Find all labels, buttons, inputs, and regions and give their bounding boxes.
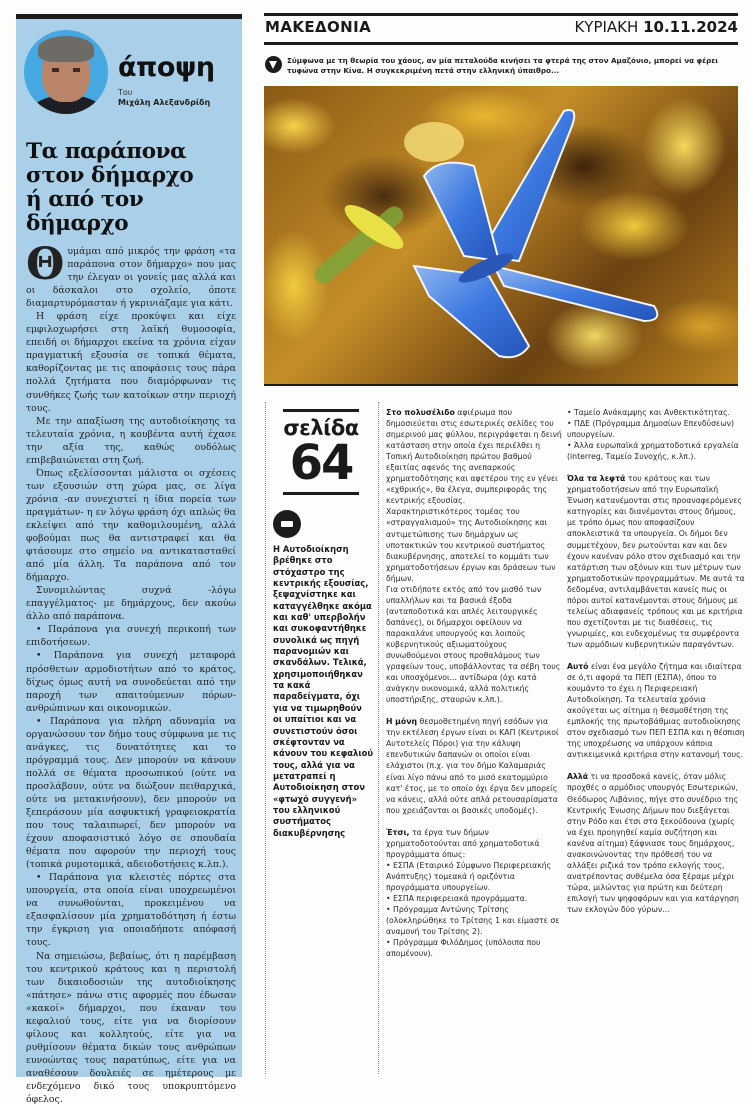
photo-bottom-rule	[264, 384, 738, 386]
butterfly-illustration	[264, 86, 738, 384]
paragraph: Συνομιλώντας συχνά -λόγω επαγγέλματος- με δημάρχους, δεν ακούω άλλο από παράπονα.	[26, 585, 236, 623]
bullet-paragraph: • Παράπονα για συνεχή μεταφορά πρόσθετων αρμοδιοτήτων από το κράτος, δίχως όμως αυτή να συνοδεύεται από την παροχή των απαιτούμενων πόρων-ανθρώπινων και οικονομικών.	[26, 650, 236, 714]
butterfly-upper-wing-left	[424, 163, 499, 261]
paragraph: Για οτιδήποτε εκτός από τον μισθό των υπαλλήλων και τα βασικά έξοδα (ανταποδοτικά και απλές λειτουργικές δαπάνες), οι δήμαρχοι οφείλουν να παρακαλάνε υπουργούς και λοιπούς κυβερνητικούς αξιωματούχους συνωθούμενοι στους προθαλάμους των γραφείων τους, υποβάλλοντας τα σέβη τους και υποσχόμενοι... αντίδωρα (όχι κατά ανάγκην οικονομικά, αλλά πολιτικής υποστήριξης, σταυρών κ.λπ.).	[386, 584, 561, 705]
avatar-eyes	[52, 68, 80, 72]
opinion-headline	[26, 140, 240, 236]
feature-column-2	[567, 407, 745, 915]
feature-lead: Η Αυτοδιοίκηση βρέθηκε στο στόχαστρο της κεντρικής εξουσίας, ξεψαχνίστηκε και καταγγέλθηκε ακόμα και καθ' υπερβολήν και συκοφαντήθηκε συνολικά ως πηγή παρανομιών και σκανδάλων. Τελικά, χρησιμοποιήθηκαν τα κακά παραδείγματα, όχι για να τιμωρηθούν οι υπαίτιοι και να συνετιστούν όσοι σκέφτονταν να κάνουν του κεφαλιού τους, αλλά για να μετατραπεί η Αυτοδιοίκηση στον «φτωχό συγγενή» του ελληνικού συστήματος διακυβέρνησης	[273, 544, 373, 838]
headline-line: στον δήμαρχο	[26, 163, 194, 188]
bullet-paragraph: • Παράπονα για πλήρη αδυναμία να οργανώσουν τον δήμο τους σύμφωνα με τις ανάγκες, τις δυνατότητες και το πρόγραμμά τους. Δεν μπορούν να κάνουν πολλά σε θέματα προσωπικού (ούτε να προσλάβουν, ούτε να διώξουν πειθαρχικά, ούτε να μετακινήσουν), δεν μπορούν να ξεπεράσουν μία ασφυκτική γραφειοκρατία που τους ταλαιπωρεί, δεν μπορούν να έχουν αποφασιστικό λόγο σε σπουδαία θέματα που αφορούν την περιοχή τους (τοπικά ρυμοτομικά, αδειοδοτήσεις κ.λπ.).	[26, 715, 236, 871]
list-item: • ΕΣΠΑ περιφερειακά προγράμματα.	[386, 893, 528, 903]
masthead-bottom-rule	[264, 42, 738, 45]
avatar-hair	[38, 36, 94, 62]
paragraph: Με την απαξίωση της αυτοδιοίκησης τα τελευταία χρόνια, η κουβέντα αυτή έχασε την αξία της, καθώς ουδόλως επιβεβαιώνεται στη ζωή.	[26, 415, 236, 466]
paragraph: Να σημειώσω, βεβαίως, ότι η παρέμβαση του κεντρικού κράτους και η περιστολή των δικαιοδοσιών της αυτοδιοίκησης «πάτησε» πάνω στις αφορμές που έδωσαν «κακοί» δήμαρχοι, που έκαναν του κεφαλιού τους, είτε για να διορίσουν φίλους και κολλητούς, είτε για να ρυθμίσουν θέματα δικών τους ανθρώπων ευνοώντας τους παρατύπως, είτε για να αναθέσουν δουλειές σε ημέτερους με ενδεχόμενο δικό τους υποκρυπτόμενο όφελος.	[26, 950, 236, 1104]
column-divider	[265, 402, 266, 1074]
minus-circle-icon	[273, 510, 301, 538]
paragraph: Όλα τα λεφτά του κράτους και των χρηματοδοτήσεων από την Ευρωπαϊκή Ένωση κατανέμονται στις προαναφερόμενες κατηγορίες και διανέμονται στους δήμους, με τρόπο όμως που αποφασίζουν αποκλειστικά τα υπουργεία. Οι δήμοι δεν συμμετέχουν, δεν ρωτούνται καν και δεν έχουν κανέναν ρόλο στον σχεδιασμό και την κατάρτιση των αξόνων και των μέτρων των χρηματοδοτικών προγραμμάτων. Με αυτά τα δεδομένα, αντιλαμβάνεται κανείς πως οι πόροι αυτοί κατανέμονται στους δήμους με τελείως αδιαφανείς τρόπους και με κριτήρια που σχετίζονται με τις διαθέσεις, τις γνωριμίες, και ενδεχομένως τα συμφέροντα των αρμόδιων κυβερνητικών παραγόντων.	[567, 474, 745, 649]
butterfly-photo	[264, 86, 738, 384]
masthead-top-rule	[264, 13, 738, 16]
headline-line: ή από τον δήμαρχο	[26, 187, 144, 236]
column-divider	[378, 402, 379, 1074]
drop-cap: Θ	[26, 239, 65, 290]
page-reference-label: σελίδα	[283, 416, 359, 440]
list-item: • ΕΣΠΑ (Εταιρικό Σύμφωνο Περιφερειακής Ανάπτυξης) τομεακά ή οριζόντια προγράμματα υπουργείων.	[386, 860, 552, 892]
paragraph: Χαρακτηριστικότερος τομέας του «στραγγαλισμού» της Αυτοδιοίκησης και αντιμετώπισης των δημάρχων ως υποτακτικών του κεντρικού συστήματος διακυβέρνησης, αποτελεί το κομμάτι των χρηματοδοτήσεων έργων και δράσεων των δήμων.	[386, 507, 556, 583]
bullet-paragraph: • Παράπονα για κλειστές πόρτες στα υπουργεία, στα οποία είναι υποχρεωμένοι να συνωθούνται, προκειμένου να εξασφαλίσουν μία χρηματοδότηση ή έστω την έγκριση για οποιαδήποτε απόφασή τους.	[26, 872, 236, 949]
paragraph: Όπως εξελίσσονται μάλιστα οι σχέσεις των εξουσιών στη χώρα μας, σε λίγα χρόνια -αν συνεχιστεί η ίδια πορεία των πραγμάτων- η εν λόγω φράση όχι απλώς θα εκλείψει από την καθομιλουμένη, αλλά φοβούμαι πως θα αντιστραφεί και θα φτάσουμε στο σημείο να αντικατασταθεί από μία άλλη. Τα παράπονα από τον δήμαρχο.	[26, 467, 236, 584]
bullet-paragraph: • Παράπονα για συνεχή περικοπή των επιδοτήσεων.	[26, 624, 236, 649]
opinion-top-rule	[16, 14, 242, 19]
paragraph: Έτσι, τα έργα των δήμων χρηματοδοτούνται από χρηματοδοτικά προγράμματα όπως:	[386, 827, 540, 859]
paragraph: Θυμάμαι από μικρός την φράση «τα παράπονα στον δήμαρχο» που μας την έλεγαν οι γονείς μας αλλά και οι δάσκαλοι στο σχολείο, όποτε διαμαρτυρόμασταν ή γκρινιάζαμε για κάτι.	[26, 239, 236, 310]
newspaper-name: ΜΑΚΕΔΟΝΙΑ	[265, 18, 372, 36]
headline-line: Τα παράπονα	[26, 139, 187, 164]
author-avatar	[24, 30, 108, 114]
list-item: • Άλλα ευρωπαϊκά χρηματοδοτικά εργαλεία (interreg, Ταμείο Συνοχής, κ.λπ.).	[567, 441, 739, 462]
butterfly-lower-wing-right	[494, 266, 657, 321]
feature-column-1	[386, 407, 564, 959]
paragraph: Αλλά τι να προσδοκά κανείς, όταν μόλις προχθές ο αρμόδιος υπουργός Εσωτερικών, Θεόδωρος Λιβάνιος, πήγε στο συνέδριο της Κεντρικής Ένωσης Δήμων που διεξάγεται στην Ρόδο και έτσι στα ξεκούδουνα (χωρίς να έχει προηγηθεί καμία συζήτηση και κανένα αίτημα) ξάφνιασε τους δημάρχους, ανακοινώνοντας την πρόθεσή του να αλλάξει ριζικά τον τρόπο εκλογής τους, ανατρέποντας συθέμελα όσα ξέραμε μέχρι τώρα, μιλώντας για πρώτη και δεύτερη επιλογή των ψηφοφόρων και για κατάργηση των εκλογών δύο γύρων...	[567, 772, 739, 914]
page-box-top-rule	[283, 409, 359, 412]
list-item: • ΠΔΕ (Πρόγραμμα Δημοσίων Επενδύσεων) υπουργείων.	[567, 419, 735, 440]
list-item: • Ταμείο Ανάκαμψης και Ανθεκτικότητας.	[567, 408, 731, 417]
down-triangle-icon	[265, 56, 282, 73]
paragraph: Αυτό είναι ένα μεγάλο ζήτημα και ιδιαίτερα σε ό,τι αφορά τα ΠΕΠ (ΕΣΠΑ), όπου το κουμάντο το έχει η Περιφερειακή Αυτοδιοίκηση. Τα τελευταία χρόνια ακούγεται ως αίτημα η θεσμοθέτηση της εμπλοκής της πρωτοβάθμιας αυτοδιοίκησης στον σχεδιασμό των ΠΕΠ ΕΣΠΑ και η θέσπιση της υποχρέωσης να υπάρχουν κάποια αντικειμενικά κριτήρια στην κατανομή τους.	[567, 661, 745, 760]
paragraph: Η μόνη θεσμοθετημένη πηγή εσόδων για την εκτέλεση έργων είναι οι ΚΑΠ (Κεντρικοί Αυτοτελείς Πόροι) για την κάλυψη επενδυτικών δαπανών οι οποίοι είναι ελάχιστοι (π.χ. για τον δήμο Καλαμαριάς είναι λίγο πάνω από το μισό εκατομμύριο κατ' έτος, με το οποίο όχι έργα δεν μπορείς να κάνεις, αλλά ούτε απλά ρετουσαρίσματα που χρειάζονται οι βασικές υποδομές).	[386, 717, 559, 815]
byline-prefix: Του	[118, 88, 133, 97]
list-item: • Πρόγραμμα Αντώνης Τρίτσης (ολοκληρώθηκε το Τρίτσης 1 και είμαστε σε αναμονή του Τρίτσης 2).	[386, 905, 560, 937]
paragraph: Στο πολυσέλιδο αφιέρωμα που δημοσιεύεται στις εσωτερικές σελίδες του σημερινού μας φύλλου, περιγράφεται η δεινή κατάσταση στην οποία έχει περιέλθει η Τοπική Αυτοδιοίκηση πρώτου βαθμού εξαιτίας αφενός της ανεπαρκούς χρηματοδότησης και αφετέρου της εν γένει «εχθρικής», θα έλεγα, συμπεριφοράς της κεντρικής εξουσίας.	[386, 408, 562, 506]
section-label: άποψη	[118, 52, 215, 83]
issue-day: ΚΥΡΙΑΚΗ	[574, 18, 639, 36]
opinion-body	[26, 239, 236, 1104]
photo-caption: Σύμφωνα με τη θεωρία του χάους, αν μία πεταλούδα κινήσει τα φτερά της στον Αμαζόνιο, μπορεί να φέρει τυφώνα στην Κίνα. Η συγκεκριμένη πετά στην ελληνική ύπαιθρο...	[287, 56, 719, 75]
opinion-column	[16, 14, 242, 1104]
list-item: • Πρόγραμμα ΦιλόΔημος (υπόλοιπα που απομένουν).	[386, 938, 541, 959]
author-name: Μιχάλη Αλεξανδρίδη	[118, 98, 211, 107]
paragraph: Η φράση είχε προκύψει και είχε εμφιλοχωρήσει στη λαϊκή θυμοσοφία, επειδή οι δήμαρχοι εκείνα τα χρόνια είχαν πραγματική εξουσία σε τοπικά θέματα, καθορίζοντας με τις αποφάσεις τους πάρα πολλά ζητήματα που διαμόρφωναν τις συνθήκες ζωής των κατοίκων στην περιοχή τους.	[26, 311, 236, 414]
page-box-bottom-rule	[283, 492, 359, 495]
issue-date-value: 10.11.2024	[643, 18, 738, 36]
page-reference-number: 64	[289, 435, 353, 491]
issue-date	[574, 18, 738, 36]
